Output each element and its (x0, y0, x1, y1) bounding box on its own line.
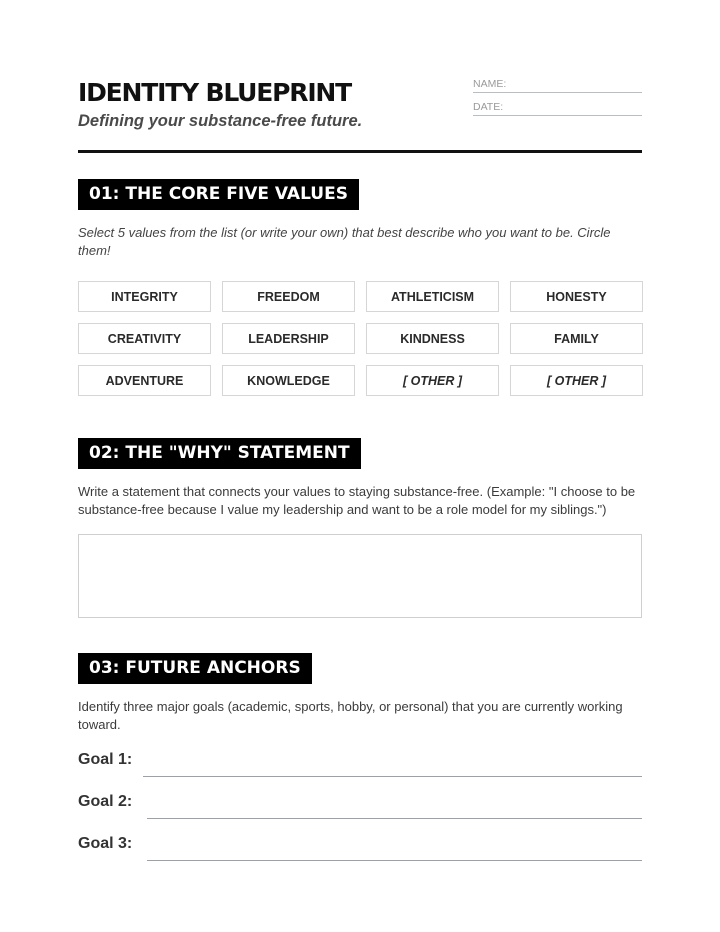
goal-row-2 (78, 793, 642, 819)
value-cell-freedom[interactable]: FREEDOM (222, 281, 355, 312)
goal-2-label: Goal 2: (78, 793, 133, 810)
value-cell-other-1[interactable]: [ OTHER ] (366, 365, 499, 396)
date-label: DATE: (473, 101, 504, 113)
goal-2-line[interactable] (147, 818, 642, 819)
page-title: IDENTITY BLUEPRINT (78, 78, 351, 107)
section-2-instructions: Write a statement that connects your values to staying substance-free. (Example: "I choose to be substance-free because I value my leadership and want to be a role model for my siblings.") (78, 484, 636, 517)
value-cell-knowledge[interactable]: KNOWLEDGE (222, 365, 355, 396)
value-cell-creativity[interactable]: CREATIVITY (78, 323, 211, 354)
section-3-instructions: Identify three major goals (academic, sports, hobby, or personal) that you are currently working toward. (78, 699, 623, 732)
section-1-label: 01: THE CORE FIVE VALUES (78, 179, 359, 210)
value-cell-other-2[interactable]: [ OTHER ] (510, 365, 643, 396)
value-cell-family[interactable]: FAMILY (510, 323, 643, 354)
why-statement-box[interactable] (78, 534, 642, 618)
goal-row-3 (78, 835, 642, 861)
value-cell-kindness[interactable]: KINDNESS (366, 323, 499, 354)
name-field[interactable] (473, 76, 642, 93)
page-header (78, 76, 642, 153)
values-grid (78, 281, 642, 396)
name-label: NAME: (473, 78, 507, 90)
goal-3-label: Goal 3: (78, 835, 133, 852)
goal-1-line[interactable] (143, 776, 642, 777)
value-cell-integrity[interactable]: INTEGRITY (78, 281, 211, 312)
goal-3-line[interactable] (147, 860, 642, 861)
value-cell-adventure[interactable]: ADVENTURE (78, 365, 211, 396)
value-cell-honesty[interactable]: HONESTY (510, 281, 643, 312)
section-3-label: 03: FUTURE ANCHORS (78, 653, 312, 684)
goal-row-1 (78, 751, 642, 777)
value-cell-leadership[interactable]: LEADERSHIP (222, 323, 355, 354)
goal-1-label: Goal 1: (78, 751, 133, 768)
value-cell-athleticism[interactable]: ATHLETICISM (366, 281, 499, 312)
page-subtitle: Defining your substance-free future. (78, 112, 363, 130)
name-date-block (473, 76, 642, 122)
section-2-label: 02: THE "WHY" STATEMENT (78, 438, 361, 469)
date-field[interactable] (473, 99, 642, 116)
section-1-instructions: Select 5 values from the list (or write your own) that best describe who you want to be. Circle them! (78, 225, 611, 258)
